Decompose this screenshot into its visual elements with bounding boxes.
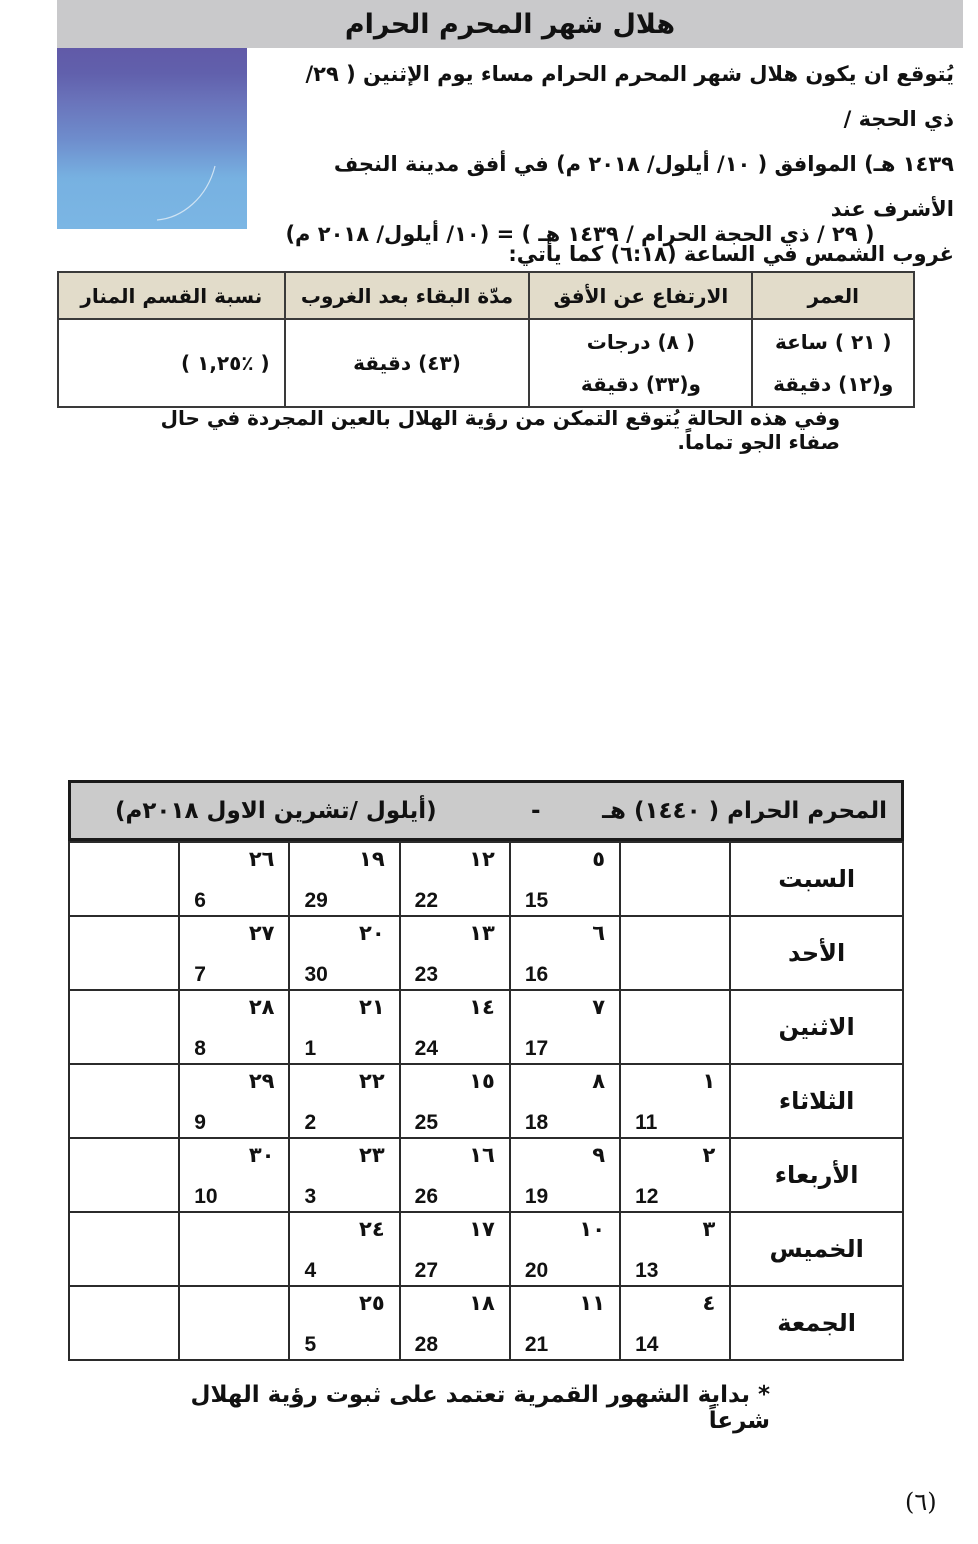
calendar-cell bbox=[620, 842, 730, 916]
calendar-row bbox=[69, 990, 903, 1064]
gregorian-day: 17 bbox=[524, 1037, 549, 1060]
header-altitude: الارتفاع عن الأفق bbox=[529, 272, 752, 319]
hijri-day: ٢٨ bbox=[248, 995, 275, 1019]
gregorian-day: 19 bbox=[524, 1185, 549, 1208]
calendar-row bbox=[69, 842, 903, 916]
calendar-row bbox=[69, 1286, 903, 1360]
page-title: هلال شهر المحرم الحرام bbox=[57, 0, 963, 48]
gregorian-day: 13 bbox=[635, 1259, 659, 1282]
gregorian-day: 7 bbox=[194, 963, 206, 986]
calendar-cell bbox=[400, 842, 510, 916]
cell-altitude: ( ٨) درجات و(٣٣) دقيقة bbox=[529, 319, 752, 407]
hijri-day: ٢٤ bbox=[359, 1217, 385, 1241]
calendar-cell bbox=[400, 1138, 510, 1212]
hijri-day: ٣٠ bbox=[248, 1143, 275, 1167]
weekday-label: الجمعة bbox=[730, 1286, 903, 1360]
gregorian-day: 11 bbox=[635, 1111, 658, 1134]
calendar-row bbox=[69, 916, 903, 990]
gregorian-day: 21 bbox=[524, 1333, 549, 1356]
crescent-moon-icon bbox=[57, 48, 247, 229]
weekday-label: الأربعاء bbox=[730, 1138, 903, 1212]
calendar-cell bbox=[289, 1064, 399, 1138]
gregorian-day: 1 bbox=[304, 1037, 317, 1060]
calendar-cell bbox=[620, 1212, 730, 1286]
gregorian-months-label: (أيلول /تشرين الاول ٢٠١٨م) bbox=[115, 797, 437, 824]
gregorian-day: 23 bbox=[414, 963, 439, 986]
gregorian-day: 15 bbox=[524, 889, 549, 912]
calendar-cell bbox=[620, 990, 730, 1064]
intro-line: غروب الشمس في الساعة (٦:١٨) كما يأتي: bbox=[508, 242, 954, 266]
gregorian-day: 3 bbox=[304, 1185, 317, 1208]
hijri-day: ١٨ bbox=[469, 1291, 495, 1315]
hijri-day: ٢٢ bbox=[359, 1069, 385, 1093]
visibility-note: وفي هذه الحالة يُتوقع التمكن من رؤية الهلال بالعين المجردة في حال صفاء الجو تماماً. bbox=[160, 406, 840, 454]
calendar-cell bbox=[289, 916, 399, 990]
gregorian-day: 8 bbox=[194, 1037, 206, 1060]
calendar-cell bbox=[400, 990, 510, 1064]
calendar-cell bbox=[510, 990, 620, 1064]
table-row bbox=[58, 319, 914, 407]
calendar-cell bbox=[69, 842, 179, 916]
calendar-cell bbox=[620, 1138, 730, 1212]
hijri-day: ٨ bbox=[592, 1069, 606, 1093]
calendar-cell bbox=[69, 1138, 179, 1212]
gregorian-day: 29 bbox=[304, 889, 328, 912]
calendar-cell bbox=[400, 916, 510, 990]
calendar-cell bbox=[179, 1286, 289, 1360]
calendar-cell bbox=[179, 916, 289, 990]
gregorian-day: 18 bbox=[524, 1111, 549, 1134]
gregorian-day: 6 bbox=[194, 889, 206, 912]
calendar-cell bbox=[179, 1064, 289, 1138]
intro-line: ١٤٣٩ هـ) الموافق ( ١٠/ أيلول/ ٢٠١٨ م) في أفق مدينة النجف الأشرف عند bbox=[333, 152, 954, 221]
calendar-cell bbox=[510, 842, 620, 916]
cell-duration: (٤٣) دقيقة bbox=[285, 319, 530, 407]
gregorian-day: 14 bbox=[635, 1333, 659, 1356]
hijri-day: ٢١ bbox=[359, 995, 385, 1019]
hijri-day: ٧ bbox=[592, 995, 606, 1019]
gregorian-day: 24 bbox=[414, 1037, 439, 1060]
header-age: العمر bbox=[752, 272, 914, 319]
gregorian-day: 28 bbox=[414, 1333, 439, 1356]
calendar-row bbox=[69, 1064, 903, 1138]
calendar-row bbox=[69, 1138, 903, 1212]
gregorian-day: 27 bbox=[414, 1259, 439, 1282]
calendar-cell bbox=[179, 990, 289, 1064]
hijri-day: ١٤ bbox=[469, 995, 495, 1019]
hijri-day: ١٠ bbox=[579, 1217, 606, 1241]
hijri-day: ٩ bbox=[592, 1143, 606, 1167]
intro-line: يُتوقع ان يكون هلال شهر المحرم الحرام مساء يوم الإثنين ( ٢٩/ ذي الحجة / bbox=[305, 62, 954, 131]
hijri-day: ٣ bbox=[702, 1217, 716, 1241]
calendar-cell bbox=[510, 1064, 620, 1138]
gregorian-day: 12 bbox=[635, 1185, 659, 1208]
hijri-day: ٢٧ bbox=[248, 921, 275, 945]
weekday-label: السبت bbox=[730, 842, 903, 916]
hijri-day: ٤ bbox=[702, 1291, 716, 1315]
hijri-month-label: المحرم الحرام ( ١٤٤٠) هـ bbox=[602, 797, 887, 824]
header-duration: مدّة البقاء بعد الغروب bbox=[285, 272, 530, 319]
calendar-cell bbox=[400, 1286, 510, 1360]
calendar-cell bbox=[289, 1138, 399, 1212]
gregorian-day: 9 bbox=[194, 1111, 206, 1134]
calendar-cell bbox=[400, 1064, 510, 1138]
gregorian-day: 5 bbox=[304, 1333, 317, 1356]
hijri-day: ١٧ bbox=[469, 1217, 495, 1241]
hijri-day: ١١ bbox=[579, 1291, 606, 1315]
calendar-cell bbox=[400, 1212, 510, 1286]
calendar-cell bbox=[289, 842, 399, 916]
page-number: (٦) bbox=[905, 1488, 937, 1516]
calendar-cell bbox=[620, 916, 730, 990]
hijri-day: ١٩ bbox=[359, 847, 385, 871]
cell-age: ( ٢١ ) ساعة و(١٢) دقيقة bbox=[752, 319, 914, 407]
weekday-label: الأحد bbox=[730, 916, 903, 990]
calendar-grid bbox=[68, 841, 904, 1361]
weekday-label: الثلاثاء bbox=[730, 1064, 903, 1138]
calendar-cell bbox=[289, 990, 399, 1064]
header-illumination: نسبة القسم المنار bbox=[58, 272, 285, 319]
hijri-day: ١ bbox=[702, 1069, 716, 1093]
weekday-label: الخميس bbox=[730, 1212, 903, 1286]
cell-illumination: ( ٪١,٢٥ ) bbox=[58, 319, 285, 407]
calendar-cell bbox=[69, 916, 179, 990]
footnote: * بداية الشهور القمرية تعتمد على ثبوت رؤية الهلال شرعاً bbox=[190, 1382, 770, 1434]
hijri-day: ٦ bbox=[592, 921, 606, 945]
gregorian-day: 30 bbox=[304, 963, 328, 986]
calendar-cell bbox=[179, 842, 289, 916]
gregorian-day: 26 bbox=[414, 1185, 439, 1208]
hijri-day: ١٢ bbox=[469, 847, 495, 871]
calendar-header bbox=[68, 780, 904, 841]
gregorian-day: 2 bbox=[304, 1111, 317, 1134]
gregorian-day: 16 bbox=[524, 963, 549, 986]
gregorian-day: 10 bbox=[194, 1185, 218, 1208]
calendar-cell bbox=[510, 1286, 620, 1360]
gregorian-day: 25 bbox=[414, 1111, 439, 1134]
hijri-day: ١٦ bbox=[469, 1143, 495, 1167]
calendar-cell bbox=[69, 990, 179, 1064]
calendar-cell bbox=[69, 1212, 179, 1286]
calendar-cell bbox=[179, 1212, 289, 1286]
weekday-label: الاثنين bbox=[730, 990, 903, 1064]
calendar-cell bbox=[69, 1064, 179, 1138]
calendar-cell bbox=[620, 1064, 730, 1138]
gregorian-day: 22 bbox=[414, 889, 439, 912]
calendar-cell bbox=[620, 1286, 730, 1360]
calendar-cell bbox=[510, 916, 620, 990]
calendar-cell bbox=[510, 1212, 620, 1286]
gregorian-day: 4 bbox=[304, 1259, 317, 1282]
hijri-day: ٢ bbox=[702, 1143, 716, 1167]
header-separator: - bbox=[531, 797, 541, 824]
crescent-moon-image bbox=[57, 48, 247, 229]
calendar-cell bbox=[289, 1286, 399, 1360]
hijri-day: ١٥ bbox=[469, 1069, 495, 1093]
gregorian-day: 20 bbox=[524, 1259, 549, 1282]
calendar-cell bbox=[179, 1138, 289, 1212]
hijri-day: ٢٦ bbox=[248, 847, 275, 871]
hijri-day: ١٣ bbox=[469, 921, 495, 945]
calendar-cell bbox=[289, 1212, 399, 1286]
calendar-row bbox=[69, 1212, 903, 1286]
date-equation: ( ٢٩ / ذي الحجة الحرام / ١٤٣٩ هـ ) = (١٠/ أيلول/ ٢٠١٨ م) bbox=[285, 222, 875, 246]
hijri-day: ٢٣ bbox=[359, 1143, 385, 1167]
calendar-cell bbox=[69, 1286, 179, 1360]
moon-data-table bbox=[57, 271, 915, 408]
hijri-day: ٢٩ bbox=[248, 1069, 275, 1093]
hijri-day: ٢٥ bbox=[359, 1291, 385, 1315]
hijri-day: ٢٠ bbox=[359, 921, 385, 945]
calendar-cell bbox=[510, 1138, 620, 1212]
hijri-day: ٥ bbox=[592, 847, 606, 871]
table-header-row bbox=[58, 272, 914, 319]
